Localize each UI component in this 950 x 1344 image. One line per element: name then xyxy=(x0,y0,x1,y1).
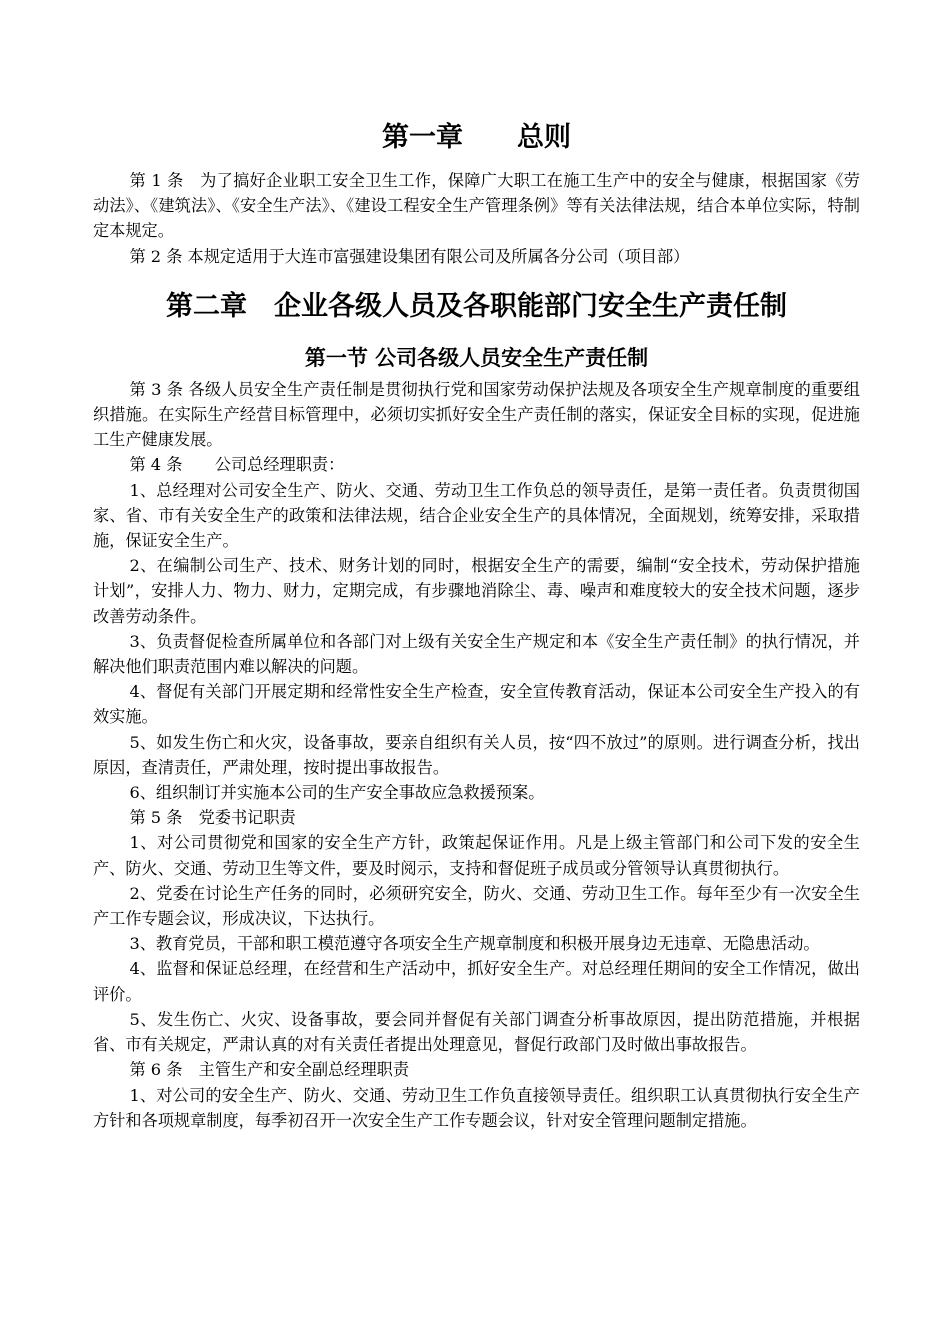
article-4-item-5: 5、如发生伤亡和火灾，设备事故，要亲自组织有关人员，按“四不放过”的原则。进行调查分析，找出原因，查清责任，严肃处理，按时提出事故报告。 xyxy=(93,732,860,777)
article-5-item-2: 2、党委在讨论生产任务的同时，必须研究安全，防火、交通、劳动卫生工作。每年至少有一次安全生产工作专题会议，形成决议，下达执行。 xyxy=(93,883,860,929)
article-5-item-4: 4、监督和保证总经理，在经营和生产活动中，抓好安全生产。对总经理任期间的安全工作情况，做出评价。 xyxy=(93,959,860,1004)
article-4-heading: 第 4 条 公司总经理职责： xyxy=(129,455,345,475)
article-6-item-1: 1、对公司的安全生产、防火、交通、劳动卫生工作负直接领导责任。组织职工认真贯彻执行安全生产方针和各项规章制度，每季初召开一次安全生产工作专题会议，针对安全管理问题制定措施。 xyxy=(93,1085,860,1130)
article-2: 第 2 条 本规定适用于大连市富强建设集团有限公司及所属各分公司（项目部） xyxy=(129,246,690,266)
chapter-2-title: 第二章 企业各级人员及各职能部门安全生产责任制 xyxy=(166,290,787,322)
article-3: 第 3 条 各级人员安全生产责任制是贯彻执行党和国家劳动保护法规及各项安全生产规章制度的重要组织措施。在实际生产经营目标管理中，必须切实抓好安全生产责任制的落实，保证安全目标的实现，促进施工生产健康发展。 xyxy=(93,379,860,450)
article-5-item-1: 1、对公司贯彻党和国家的安全生产方针，政策起保证作用。凡是上级主管部门和公司下发的安全生产、防火、交通、劳动卫生等文件，要及时阅示，支持和督促班子成员或分管领导认真贯彻执行。 xyxy=(93,833,860,878)
chapter-1-title: 第一章 总则 xyxy=(382,122,571,153)
article-4-item-2: 2、在编制公司生产、技术、财务计划的同时，根据安全生产的需要，编制“安全技术，劳动保护措施计划”，安排人力、物力、财力，定期完成，有步骤地消除尘、毒、噪声和难度较大的安全技术问题，逐步改善劳动条件。 xyxy=(93,556,860,626)
article-5-item-3: 3、教育党员，干部和职工模范遵守各项安全生产规章制度和积极开展身边无违章、无隐患活动。 xyxy=(129,934,820,954)
article-5-heading: 第 5 条 党委书记职责 xyxy=(129,808,296,828)
article-4-item-4: 4、督促有关部门开展定期和经常性安全生产检查，安全宣传教育活动，保证本公司安全生产投入的有效实施。 xyxy=(93,682,860,727)
article-5-item-5: 5、发生伤亡、火灾、设备事故，要会同并督促有关部门调查分析事故原因，提出防范措施，并根据省、市有关规定，严肃认真的对有关责任者提出处理意见，督促行政部门及时做出事故报告。 xyxy=(93,1009,860,1055)
article-4-item-1: 1、总经理对公司安全生产、防火、交通、劳动卫生工作负总的领导责任，是第一责任者。负责贯彻国家、省、市有关安全生产的政策和法律法规，结合企业安全生产的具体情况，全面规划，统筹安排，采取措施，保证安全生产。 xyxy=(93,480,860,551)
article-4-item-6: 6、组织制订并实施本公司的生产安全事故应急救援预案。 xyxy=(129,783,545,803)
article-6-heading: 第 6 条 主管生产和安全副总经理职责 xyxy=(129,1060,410,1080)
article-1: 第 1 条 为了搞好企业职工安全卫生工作，保障广大职工在施工生产中的安全与健康，根据国家《劳动法》、《建筑法》、《安全生产法》、《建设工程安全生产管理条例》等有关法律法规，结合本单位实际，特制定本规定。 xyxy=(93,171,860,241)
article-4-item-3: 3、负责督促检查所属单位和各部门对上级有关安全生产规定和本《安全生产责任制》的执行情况，并解决他们职责范围内难以解决的问题。 xyxy=(93,631,860,677)
section-1-title: 第一节 公司各级人员安全生产责任制 xyxy=(304,345,649,370)
